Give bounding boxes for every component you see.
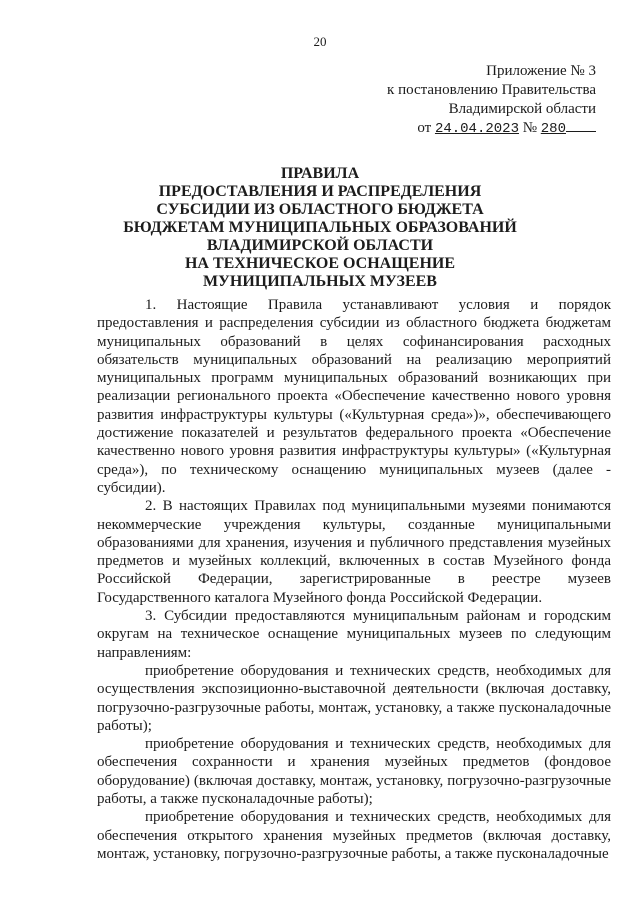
title-line: ПРЕДОСТАВЛЕНИЯ И РАСПРЕДЕЛЕНИЯ bbox=[158, 183, 482, 200]
title-line: НА ТЕХНИЧЕСКОЕ ОСНАЩЕНИЕ bbox=[184, 255, 456, 272]
number-prefix: № bbox=[522, 120, 538, 136]
title-line: ПРАВИЛА bbox=[280, 165, 360, 182]
document-title bbox=[0, 165, 640, 291]
appendix-region-line: Владимирской области bbox=[448, 101, 596, 117]
paragraph-direction-1: приобретение оборудования и технических средств, необходимых для осуществления экспозиционно-выставочной деятельности (включая доставку, погрузочно-разгрузочные работы, монтаж, установку, а также пусконаладочные работы); bbox=[97, 662, 611, 734]
paragraph-direction-3: приобретение оборудования и технических средств, необходимых для обеспечения открытого хранения музейных предметов (включая доставку, монтаж, установку, погрузочно-разгрузочные работы, а также пусконаладочные bbox=[97, 809, 611, 862]
title-line: СУБСИДИИ ИЗ ОБЛАСТНОГО БЮДЖЕТА bbox=[156, 201, 484, 218]
appendix-date-line bbox=[366, 119, 596, 139]
title-line: ВЛАДИМИРСКОЙ ОБЛАСТИ bbox=[206, 237, 434, 254]
number-underline bbox=[566, 130, 596, 132]
page-number: 20 bbox=[313, 34, 327, 49]
paragraph-direction-2: приобретение оборудования и технических средств, необходимых для обеспечения сохранности и хранения музейных предметов (фондовое оборудование) (включая доставку, монтаж, установку, погрузочно-разгрузочные работы, а также пусконаладочные работы); bbox=[97, 736, 611, 808]
resolution-number: 280 bbox=[540, 121, 566, 137]
paragraph-3: 3. Субсидии предоставляются муниципальным районам и городским округам на техническое оснащение муниципальных музеев по следующим направлениям: bbox=[97, 608, 611, 661]
title-line: БЮДЖЕТАМ МУНИЦИПАЛЬНЫХ ОБРАЗОВАНИЙ bbox=[123, 219, 517, 236]
appendix-block bbox=[366, 62, 596, 139]
date-prefix: от bbox=[417, 120, 432, 136]
document-body bbox=[97, 296, 611, 863]
paragraph-2: 2. В настоящих Правилах под муниципальными музеями понимаются некоммерческие учреждения культуры, созданные муниципальными образованиями для хранения, изучения и публичного представления музейных предметов и музейных коллекций, включенных в состав Музейного фонда Российской Федерации, зарегистрированные в реестре музеев Государственного каталога Музейного фонда Российской Федерации. bbox=[97, 498, 611, 606]
resolution-date: 24.04.2023 bbox=[434, 121, 519, 137]
title-line: МУНИЦИПАЛЬНЫХ МУЗЕЕВ bbox=[203, 273, 437, 290]
appendix-title: Приложение № 3 bbox=[486, 63, 596, 79]
paragraph-1: 1. Настоящие Правила устанавливают условия и порядок предоставления и распределения субсидии из областного бюджета бюджетам муниципальных образований в целях софинансирования расходных обязательств муниципальных образований на реализацию мероприятий муниципальных программ муниципальных образований возникающих при реализации регионального проекта «Обеспечение качественно нового уровня развития инфраструктуры культуры («Культурная среда»)», обеспечивающего достижение показателей и результатов федерального проекта «Обеспечение качественно нового уровня развития инфраструктуры культуры» («Культурная среда»), по техническому оснащению муниципальных музеев (далее - субсидии). bbox=[97, 297, 611, 496]
appendix-resolution-line: к постановлению Правительства bbox=[387, 82, 596, 98]
